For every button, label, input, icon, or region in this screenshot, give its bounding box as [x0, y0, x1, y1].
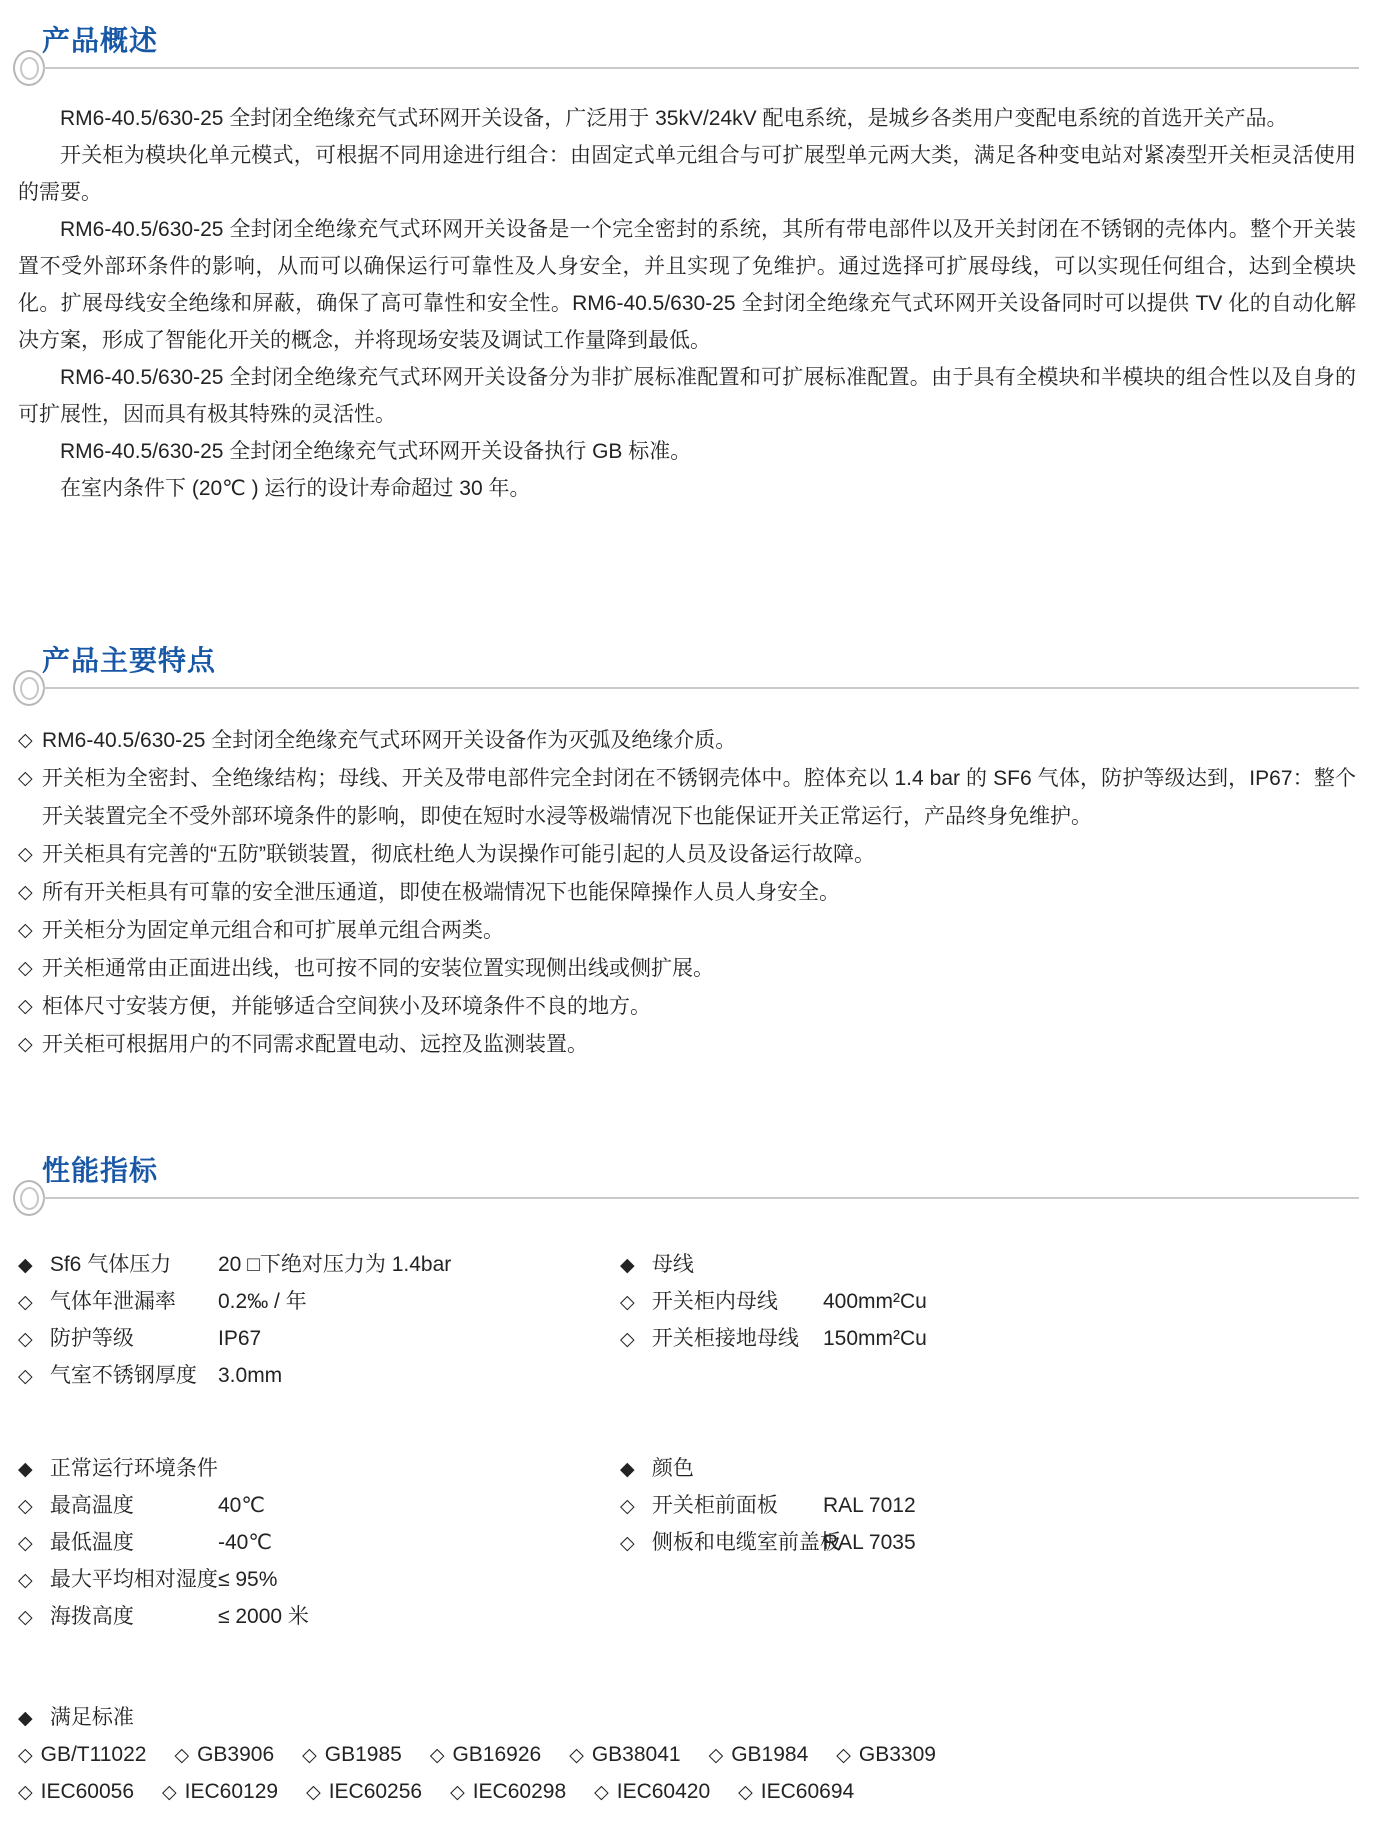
spec-row	[620, 1450, 1356, 1487]
diamond-marker-icon: ◇	[620, 1292, 635, 1313]
diamond-bullet-icon: ◇	[18, 768, 33, 789]
section-performance-specs	[0, 1154, 1373, 1810]
feature-item	[18, 1026, 1356, 1064]
ring-ornament-icon	[13, 50, 45, 86]
spec-label: 海拨高度	[49, 1605, 134, 1628]
standard-code: GB38041	[591, 1743, 681, 1766]
standard-item	[430, 1736, 541, 1773]
overview-paragraph: RM6-40.5/630-25 全封闭全绝缘充气式环网开关设备，广泛用于 35kV/24kV 配电系统，是城乡各类用户变配电系统的首选开关产品。	[60, 107, 1288, 130]
feature-text: 柜体尺寸安装方便，并能够适合空间狭小及环境条件不良的地方。	[42, 995, 651, 1018]
spec-value: ≤ 95%	[218, 1568, 278, 1591]
diamond-marker-icon: ◇	[620, 1533, 635, 1554]
spec-label: 气体年泄漏率	[49, 1290, 176, 1313]
standard-code: GB3906	[197, 1743, 275, 1766]
spec-group-busbar	[620, 1246, 1356, 1394]
standard-code: IEC60129	[184, 1780, 279, 1803]
standard-item	[738, 1773, 854, 1810]
standards-header	[18, 1699, 1356, 1736]
spec-row	[18, 1357, 620, 1394]
standards-row-gb	[18, 1736, 1356, 1773]
spec-band-1	[18, 1246, 1356, 1394]
spec-row	[18, 1450, 620, 1487]
diamond-marker-icon: ◇	[18, 1496, 33, 1517]
diamond-bullet-icon: ◇	[306, 1782, 321, 1803]
standard-item	[18, 1773, 134, 1810]
standard-code: GB16926	[452, 1743, 542, 1766]
diamond-marker-icon: ◆	[620, 1255, 635, 1276]
standard-code: GB/T11022	[40, 1743, 147, 1766]
feature-item	[18, 912, 1356, 950]
feature-text: 开关柜可根据用户的不同需求配置电动、远控及监测装置。	[42, 1033, 588, 1056]
spec-value: 400mm²Cu	[823, 1290, 927, 1313]
diamond-marker-icon: ◇	[18, 1570, 33, 1591]
spec-label: 开关柜内母线	[651, 1290, 778, 1313]
spec-label: 气室不锈钢厚度	[49, 1364, 197, 1387]
diamond-bullet-icon: ◇	[569, 1745, 584, 1766]
diamond-marker-icon: ◆	[18, 1459, 33, 1480]
spec-row	[620, 1524, 1356, 1561]
diamond-marker-icon: ◇	[18, 1607, 33, 1628]
spec-label: 开关柜接地母线	[651, 1327, 799, 1350]
section-title-specs: 性能指标	[42, 1155, 159, 1186]
diamond-bullet-icon: ◇	[708, 1745, 724, 1766]
standard-code: IEC60694	[760, 1780, 855, 1803]
section-main-features	[0, 644, 1373, 1064]
diamond-marker-icon: ◆	[18, 1708, 33, 1729]
diamond-marker-icon: ◇	[18, 1329, 33, 1350]
feature-item	[18, 988, 1356, 1026]
spec-row	[18, 1320, 620, 1357]
spec-value: 20 □下绝对压力为 1.4bar	[218, 1253, 452, 1276]
spec-label: 侧板和电缆室前盖板	[651, 1531, 841, 1554]
spec-row	[620, 1246, 1356, 1283]
ring-ornament-icon	[13, 670, 45, 706]
feature-text: 开关柜分为固定单元组合和可扩展单元组合两类。	[42, 919, 504, 942]
spec-label: 开关柜前面板	[651, 1494, 778, 1517]
diamond-marker-icon: ◆	[18, 1255, 33, 1276]
spec-value: 0.2‰ / 年	[218, 1290, 307, 1313]
spec-area	[0, 1216, 1373, 1810]
spec-value: -40℃	[218, 1531, 272, 1554]
standard-item	[594, 1773, 710, 1810]
spec-group-gas	[18, 1246, 620, 1394]
section-rule	[0, 1180, 1373, 1216]
diamond-bullet-icon: ◇	[429, 1745, 445, 1766]
spec-row	[18, 1524, 620, 1561]
diamond-bullet-icon: ◇	[302, 1745, 317, 1766]
diamond-bullet-icon: ◇	[450, 1782, 465, 1803]
standard-item	[162, 1773, 278, 1810]
feature-text: 开关柜具有完善的“五防”联锁装置，彻底杜绝人为误操作可能引起的人员及设备运行故障。	[42, 843, 875, 866]
spec-group-environment	[18, 1450, 620, 1635]
spec-value: RAL 7012	[823, 1494, 916, 1517]
diamond-bullet-icon: ◇	[18, 996, 33, 1017]
spec-label: 最大平均相对湿度	[49, 1568, 218, 1591]
diamond-bullet-icon: ◇	[18, 1745, 33, 1766]
standard-item	[450, 1773, 566, 1810]
spec-row	[18, 1283, 620, 1320]
overview-paragraph: 开关柜为模块化单元模式，可根据不同用途进行组合：由固定式单元组合与可扩展型单元两大类，满足各种变电站对紧凑型开关柜灵活使用的需要。	[18, 144, 1356, 204]
feature-text: 所有开关柜具有可靠的安全泄压通道，即使在极端情况下也能保障操作人员人身安全。	[42, 881, 840, 904]
spec-label: 颜色	[651, 1457, 694, 1480]
feature-item	[18, 874, 1356, 912]
spec-row	[620, 1283, 1356, 1320]
spec-label: 母线	[651, 1253, 694, 1276]
spec-label: 防护等级	[49, 1327, 134, 1350]
standards-title: 满足标准	[49, 1706, 134, 1729]
standard-item	[836, 1736, 936, 1773]
standard-item	[18, 1736, 146, 1773]
ring-ornament-icon	[13, 1180, 45, 1216]
spec-value: 3.0mm	[218, 1364, 283, 1387]
standard-code: GB3309	[858, 1743, 936, 1766]
section-product-overview	[0, 24, 1373, 507]
overview-paragraphs	[0, 86, 1373, 507]
feature-text: 开关柜通常由正面进出线，也可按不同的安装位置实现侧出线或侧扩展。	[42, 957, 714, 980]
diamond-marker-icon: ◇	[620, 1496, 635, 1517]
standard-code: GB1984	[731, 1743, 809, 1766]
spec-label: Sf6 气体压力	[49, 1253, 172, 1276]
spec-label: 正常运行环境条件	[49, 1457, 218, 1480]
standard-item	[569, 1736, 680, 1773]
diamond-bullet-icon: ◇	[162, 1782, 177, 1803]
spec-row	[18, 1246, 620, 1283]
diamond-marker-icon: ◇	[18, 1366, 33, 1387]
section-rule	[0, 50, 1373, 86]
spec-group-color	[620, 1450, 1356, 1635]
spec-value: IP67	[218, 1327, 262, 1350]
spec-row	[620, 1320, 1356, 1357]
standards-row-iec	[18, 1773, 1356, 1810]
diamond-bullet-icon: ◇	[18, 844, 33, 865]
diamond-marker-icon: ◇	[18, 1533, 33, 1554]
diamond-bullet-icon: ◇	[18, 1034, 33, 1055]
spec-group-standards	[18, 1699, 1356, 1810]
feature-text: RM6-40.5/630-25 全封闭全绝缘充气式环网开关设备作为灭弧及绝缘介质。	[42, 729, 737, 752]
rule-line	[43, 1197, 1359, 1199]
spec-value: RAL 7035	[823, 1531, 916, 1554]
section-title-overview: 产品概述	[42, 25, 159, 56]
feature-item	[18, 760, 1356, 836]
diamond-bullet-icon: ◇	[594, 1782, 609, 1803]
feature-item	[18, 836, 1356, 874]
diamond-bullet-icon: ◇	[18, 730, 33, 751]
diamond-bullet-icon: ◇	[836, 1745, 851, 1766]
standard-item	[302, 1736, 402, 1773]
standard-code: GB1985	[324, 1743, 402, 1766]
standard-item	[709, 1736, 809, 1773]
diamond-bullet-icon: ◇	[18, 882, 33, 903]
diamond-marker-icon: ◆	[620, 1459, 635, 1480]
rule-line	[43, 67, 1359, 69]
standard-item	[174, 1736, 274, 1773]
spec-label: 最低温度	[49, 1531, 134, 1554]
spec-row	[18, 1487, 620, 1524]
standard-code: IEC60298	[472, 1780, 567, 1803]
overview-paragraph: RM6-40.5/630-25 全封闭全绝缘充气式环网开关设备分为非扩展标准配置和可扩展标准配置。由于具有全模块和半模块的组合性以及自身的可扩展性，因而具有极其特殊的灵活性。	[18, 366, 1356, 426]
standard-code: IEC60056	[40, 1780, 135, 1803]
spec-row	[620, 1487, 1356, 1524]
spec-band-2	[18, 1450, 1356, 1635]
standard-code: IEC60256	[328, 1780, 423, 1803]
diamond-bullet-icon: ◇	[174, 1745, 190, 1766]
diamond-marker-icon: ◇	[18, 1292, 33, 1313]
diamond-bullet-icon: ◇	[18, 920, 33, 941]
overview-paragraph: 在室内条件下 (20℃ ) 运行的设计寿命超过 30 年。	[60, 477, 531, 500]
diamond-bullet-icon: ◇	[18, 1782, 33, 1803]
spec-value: 40℃	[218, 1494, 265, 1517]
features-list	[0, 706, 1373, 1064]
rule-line	[43, 687, 1359, 689]
overview-paragraph: RM6-40.5/630-25 全封闭全绝缘充气式环网开关设备是一个完全密封的系统，其所有带电部件以及开关封闭在不锈钢的壳体内。整个开关装置不受外部环条件的影响，从而可以确保运行可靠性及人身安全，并且实现了免维护。通过选择可扩展母线，可以实现任何组合，达到全模块化。扩展母线安全绝缘和屏蔽，确保了高可靠性和安全性。RM6-40.5/630-25 全封闭全绝缘充气式环网开关设备同时可以提供 TV 化的自动化解决方案，形成了智能化开关的概念，并将现场安装及调试工作量降到最低。	[18, 218, 1356, 352]
spec-value: 150mm²Cu	[823, 1327, 927, 1350]
spec-label: 最高温度	[49, 1494, 134, 1517]
standard-item	[306, 1773, 422, 1810]
spec-row	[18, 1561, 620, 1598]
standard-code: IEC60420	[616, 1780, 711, 1803]
diamond-bullet-icon: ◇	[738, 1782, 753, 1803]
overview-paragraph: RM6-40.5/630-25 全封闭全绝缘充气式环网开关设备执行 GB 标准。	[60, 440, 692, 463]
diamond-bullet-icon: ◇	[18, 958, 33, 979]
spec-value: ≤ 2000 米	[218, 1605, 309, 1628]
spec-row	[18, 1598, 620, 1635]
feature-item	[18, 722, 1356, 760]
section-title-features: 产品主要特点	[42, 645, 217, 676]
feature-text: 开关柜为全密封、全绝缘结构；母线、开关及带电部件完全封闭在不锈钢壳体中。腔体充以 1.4 bar 的 SF6 气体，防护等级达到，IP67：整个开关装置完全不受外部环境条件的影响，即使在短时水浸等极端情况下也能保证开关正常运行，产品终身免维护。	[42, 767, 1356, 828]
diamond-marker-icon: ◇	[620, 1329, 635, 1350]
feature-item	[18, 950, 1356, 988]
